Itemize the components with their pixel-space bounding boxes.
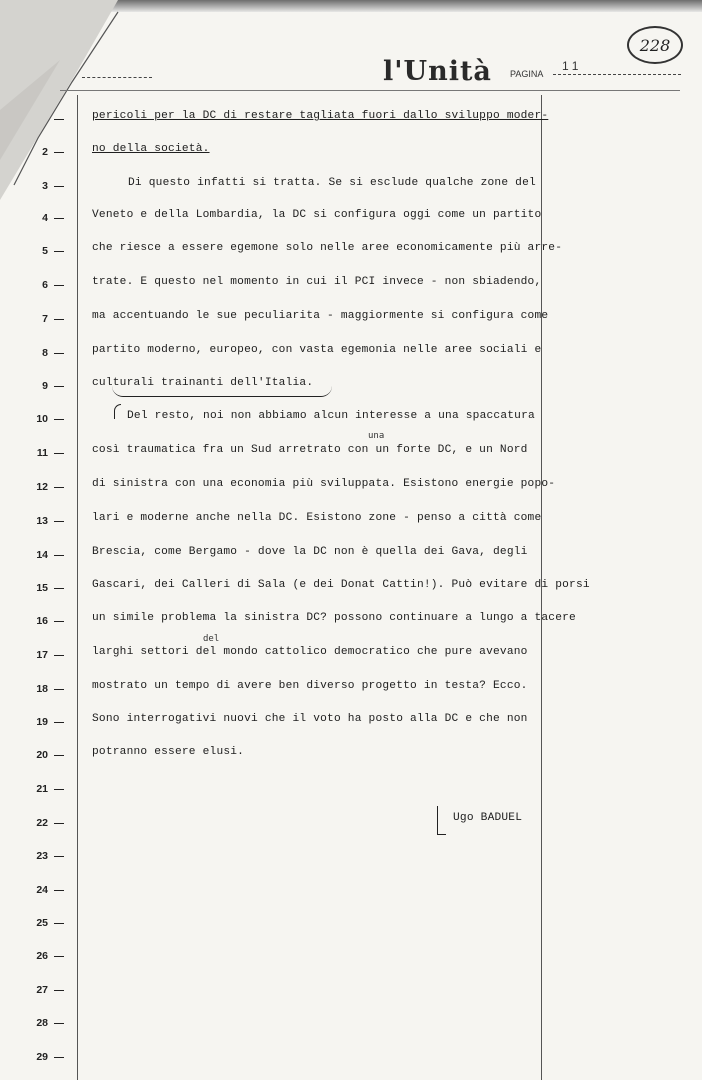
line-number: 17 [0, 649, 70, 661]
text-line-16: un simile problema la sinistra DC? possono continuare a lungo a tacere [92, 612, 576, 624]
text-line-8: partito moderno, europeo, con vasta egemonia nelle aree sociali e [92, 344, 542, 356]
line-number: 4 [0, 212, 70, 224]
signature: Ugo BADUEL [453, 812, 523, 824]
line-number: 20 [0, 749, 70, 761]
line-number: 23 [0, 850, 70, 862]
text-line-17: larghi settori del mondo cattolico democratico che pure avevano [92, 646, 528, 658]
pagina-dotted-line [553, 74, 681, 75]
line-number: 16 [0, 615, 70, 627]
line-number: 7 [0, 313, 70, 325]
line-number: 5 [0, 245, 70, 257]
text-line-14: Brescia, come Bergamo - dove la DC non è quella dei Gava, degli [92, 546, 528, 558]
text-line-12: di sinistra con una economia più sviluppata. Esistono energie popo- [92, 478, 556, 490]
text-line-1: pericoli per la DC di restare tagliata fuori dallo sviluppo moder- [92, 110, 549, 122]
text-line-13: lari e moderne anche nella DC. Esistono zone - penso a città come [92, 512, 542, 524]
line-number: 27 [0, 984, 70, 996]
line-number: 18 [0, 683, 70, 695]
line-number: 19 [0, 716, 70, 728]
text-line-3: Di questo infatti si tratta. Se si esclude qualche zone del [128, 177, 536, 189]
line-number: 21 [0, 783, 70, 795]
text-line-20: potranno essere elusi. [92, 746, 245, 758]
line-number: 15 [0, 582, 70, 594]
line-number: 2 [0, 146, 70, 158]
line-number: 12 [0, 481, 70, 493]
page-stamp-number: 228 [627, 26, 683, 64]
line-number: 3 [0, 180, 70, 192]
line-number: 26 [0, 950, 70, 962]
text-line-19: Sono interrogativi nuovi che il voto ha posto alla DC e che non [92, 713, 528, 725]
text-line-6: trate. E questo nel momento in cui il PCI invece - non sbiadendo, [92, 276, 542, 288]
line-number: 8 [0, 347, 70, 359]
line-number: 28 [0, 1017, 70, 1029]
masthead-lunita: l'Unità [383, 56, 492, 87]
text-line-18: mostrato un tempo di avere ben diverso progetto in testa? Ecco. [92, 680, 528, 692]
line-number: 13 [0, 515, 70, 527]
line-number: 25 [0, 917, 70, 929]
handwritten-insertion-del: del [203, 634, 220, 644]
text-line-15: Gascari, dei Calleri di Sala (e dei Donat Cattin!). Può evitare di porsi [92, 579, 590, 591]
margin-rule-left [77, 95, 78, 1080]
handwritten-insertion-una: una [368, 431, 385, 441]
signature-bracket [437, 806, 446, 835]
text-line-7: ma accentuando le sue peculiarita - maggiormente si configura come [92, 310, 549, 322]
pagina-label: PAGINA [510, 69, 544, 79]
line-number: 22 [0, 817, 70, 829]
line-number: 24 [0, 884, 70, 896]
pen-underline-mark [112, 386, 332, 397]
line-number: 29 [0, 1051, 70, 1063]
header-rule [60, 90, 680, 91]
line-number: 6 [0, 279, 70, 291]
line-number: 10 [0, 413, 70, 425]
text-line-9: culturali trainanti dell'Italia. [92, 377, 314, 389]
text-line-10: Del resto, noi non abbiamo alcun interesse a una spaccatura [127, 410, 535, 422]
text-line-2: no della società. [92, 143, 210, 155]
line-marker-1 [0, 113, 70, 125]
text-line-4: Veneto e della Lombardia, la DC si configura oggi come un partito [92, 209, 542, 221]
text-line-5: che riesce a essere egemone solo nelle aree economicamente più arre- [92, 242, 563, 254]
header-left-dotted-line [82, 77, 152, 78]
text-line-11: così traumatica fra un Sud arretrato con un forte DC, e un Nord [92, 444, 528, 456]
line-number: 11 [0, 447, 70, 459]
pen-paragraph-bracket [114, 404, 121, 419]
line-number: 14 [0, 549, 70, 561]
line-number: 9 [0, 380, 70, 392]
pagina-value: 11 [562, 59, 583, 73]
